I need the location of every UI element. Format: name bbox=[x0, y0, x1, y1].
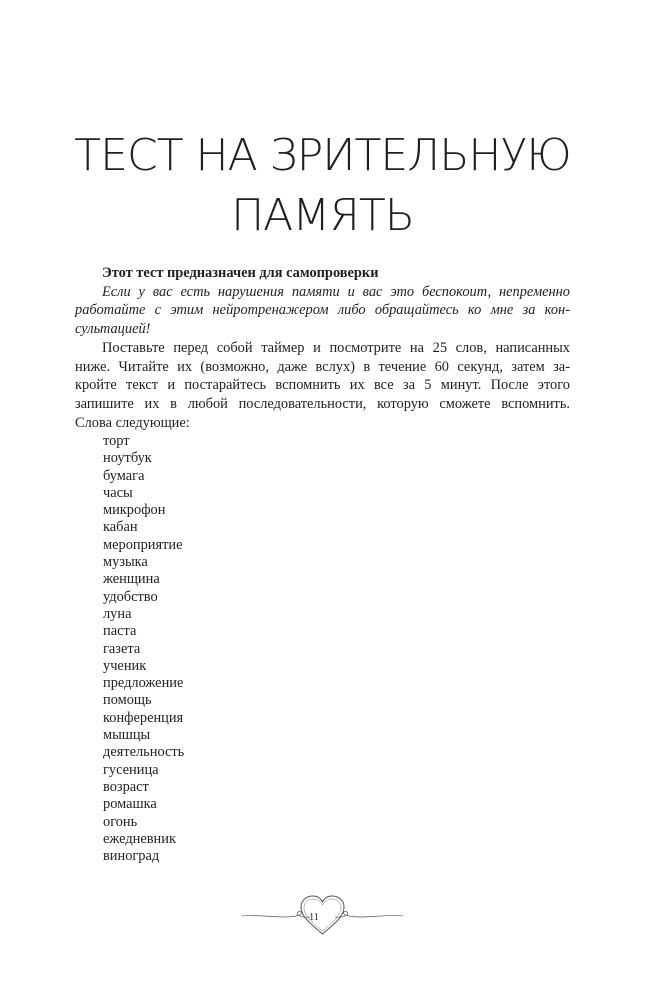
word-item: огонь bbox=[103, 813, 138, 830]
word-item: ромашка bbox=[103, 796, 157, 813]
word-item: паста bbox=[103, 623, 137, 640]
instruction-line: Слова следующие: bbox=[75, 414, 190, 431]
word-item: гусеница bbox=[103, 761, 159, 778]
word-list bbox=[103, 433, 184, 865]
title-line: ТЕСТ НА ЗРИТЕЛЬНУЮ bbox=[74, 130, 571, 181]
word-item: виноград bbox=[103, 848, 160, 865]
page-title bbox=[0, 126, 645, 246]
word-item: удобство bbox=[103, 588, 158, 605]
note-line: сультацией! bbox=[75, 321, 151, 338]
word-item: кабан bbox=[103, 519, 138, 536]
instruction-line: Поставьте перед собой таймер и посмотрите на 25 слов, написанных bbox=[102, 339, 570, 356]
word-item: бумага bbox=[103, 467, 145, 484]
note-paragraph bbox=[75, 283, 570, 339]
instruction-line: кройте текст и постарайтесь вспомнить их все за 5 минут. После этого bbox=[75, 377, 570, 394]
word-item: возраст bbox=[103, 778, 149, 795]
instruction-paragraph bbox=[75, 339, 570, 433]
note-line: Если у вас есть нарушения памяти и вас это беспокоит, непременно bbox=[102, 283, 570, 300]
word-item: мышцы bbox=[103, 727, 151, 744]
word-item: торт bbox=[103, 433, 130, 449]
word-item: ежедневник bbox=[103, 830, 176, 847]
word-item: деятельность bbox=[103, 744, 185, 761]
instruction-line: запишите их в любой последовательности, которую сможете вспомнить. bbox=[75, 395, 570, 412]
word-item: конференция bbox=[103, 709, 184, 726]
instruction-line: ниже. Читайте их (возможно, даже вслух) в течение 60 секунд, затем за- bbox=[75, 358, 570, 375]
body-text bbox=[75, 264, 570, 432]
word-item: женщина bbox=[103, 571, 160, 588]
word-item: часы bbox=[103, 484, 133, 501]
word-item: помощь bbox=[103, 692, 152, 709]
page-number: 11 bbox=[309, 912, 319, 923]
word-item: ноутбук bbox=[103, 450, 152, 467]
word-item: луна bbox=[103, 605, 132, 622]
word-item: микрофон bbox=[103, 502, 166, 519]
note-line: работайте с этим нейротренажером либо обращайтесь ко мне за кон- bbox=[75, 302, 570, 319]
lead-heading: Этот тест предназначен для самопроверки bbox=[102, 265, 379, 281]
word-item: мероприятие bbox=[103, 536, 183, 553]
word-item: музыка bbox=[103, 554, 148, 571]
word-item: ученик bbox=[103, 657, 147, 674]
word-item: газета bbox=[103, 640, 141, 657]
word-item: предложение bbox=[103, 675, 184, 692]
title-line: ПАМЯТЬ bbox=[231, 190, 414, 241]
